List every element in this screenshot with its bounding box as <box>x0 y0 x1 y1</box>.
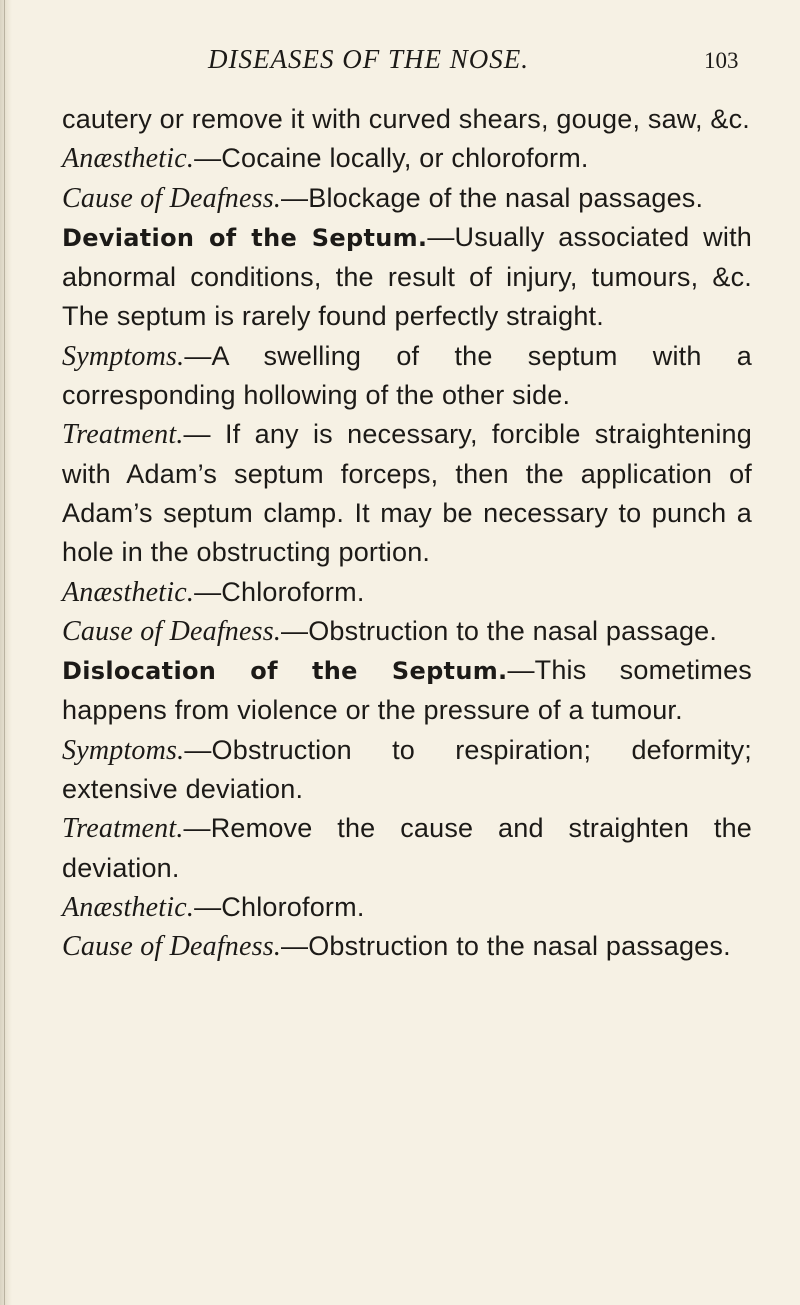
paragraph-cause-of-deafness <box>62 927 752 966</box>
paragraph-cause-of-deafness <box>62 179 752 218</box>
page-edge-shadow <box>0 0 12 1305</box>
paragraph-text: —Obstruction to the nasal passages. <box>281 931 731 962</box>
paragraph-text: —Cocaine locally, or chloroform. <box>194 143 589 174</box>
section-deviation-of-septum <box>62 218 752 337</box>
section-heading: Dislocation of the Septum. <box>62 657 508 686</box>
paragraph-lead: Treatment. <box>62 419 184 451</box>
paragraph-text: —A swelling of the septum with a corresponding hollowing of the other side. <box>62 340 752 411</box>
paragraph-lead: Treatment. <box>62 813 184 845</box>
paragraph-text: —Chloroform. <box>194 891 365 922</box>
page-number: 103 <box>704 48 739 73</box>
paragraph-cause-of-deafness <box>62 612 752 651</box>
paragraph-text: —Usually associated with abnormal conditions, the result of injury, tumours, &c. The septum is rarely found perfectly straight. <box>62 221 752 332</box>
paragraph-lead: Anæsthetic. <box>62 891 195 923</box>
gutter-line <box>4 0 5 1305</box>
section-dislocation-of-septum <box>62 651 752 731</box>
paragraph-continuation <box>62 100 752 139</box>
paragraph-symptoms <box>62 337 752 416</box>
paragraph-treatment <box>62 415 752 572</box>
section-heading: Deviation of the Septum. <box>62 223 428 252</box>
paragraph-anaesthetic <box>62 139 752 178</box>
paragraph-text: —Blockage of the nasal passages. <box>281 182 704 213</box>
body-text <box>62 100 752 967</box>
paragraph-lead: Symptoms. <box>62 340 185 372</box>
running-head: DISEASES OF THE NOSE. <box>208 44 529 74</box>
paragraph-lead: Anæsthetic. <box>62 143 195 175</box>
paragraph-text: —Obstruction to the nasal passage. <box>281 615 718 646</box>
paragraph-lead: Cause of Deafness. <box>62 931 282 963</box>
page-header <box>0 44 800 80</box>
paragraph-text: — If any is necessary, forcible straightening with Adam’s septum forceps, then the application of Adam’s septum clamp. It may be necessary to punch a hole in the obstructing portion. <box>62 419 752 568</box>
paragraph-text: —Obstruction to respiration; deformity; extensive deviation. <box>62 734 752 805</box>
paragraph-lead: Anæsthetic. <box>62 576 195 608</box>
paragraph-text: —Remove the cause and straighten the deviation. <box>62 813 752 883</box>
paragraph-lead: Cause of Deafness. <box>62 182 282 214</box>
paragraph-text: —This sometimes happens from violence or the pressure of a tumour. <box>62 655 752 726</box>
paragraph-text: —Chloroform. <box>194 576 365 607</box>
paragraph-anaesthetic <box>62 573 752 612</box>
paragraph-lead: Symptoms. <box>62 734 185 766</box>
paragraph-anaesthetic <box>62 888 752 927</box>
paragraph-symptoms <box>62 731 752 810</box>
paragraph-text: cautery or remove it with curved shears, gouge, saw, &c. <box>62 104 751 134</box>
paragraph-treatment <box>62 809 752 888</box>
paragraph-lead: Cause of Deafness. <box>62 615 282 647</box>
